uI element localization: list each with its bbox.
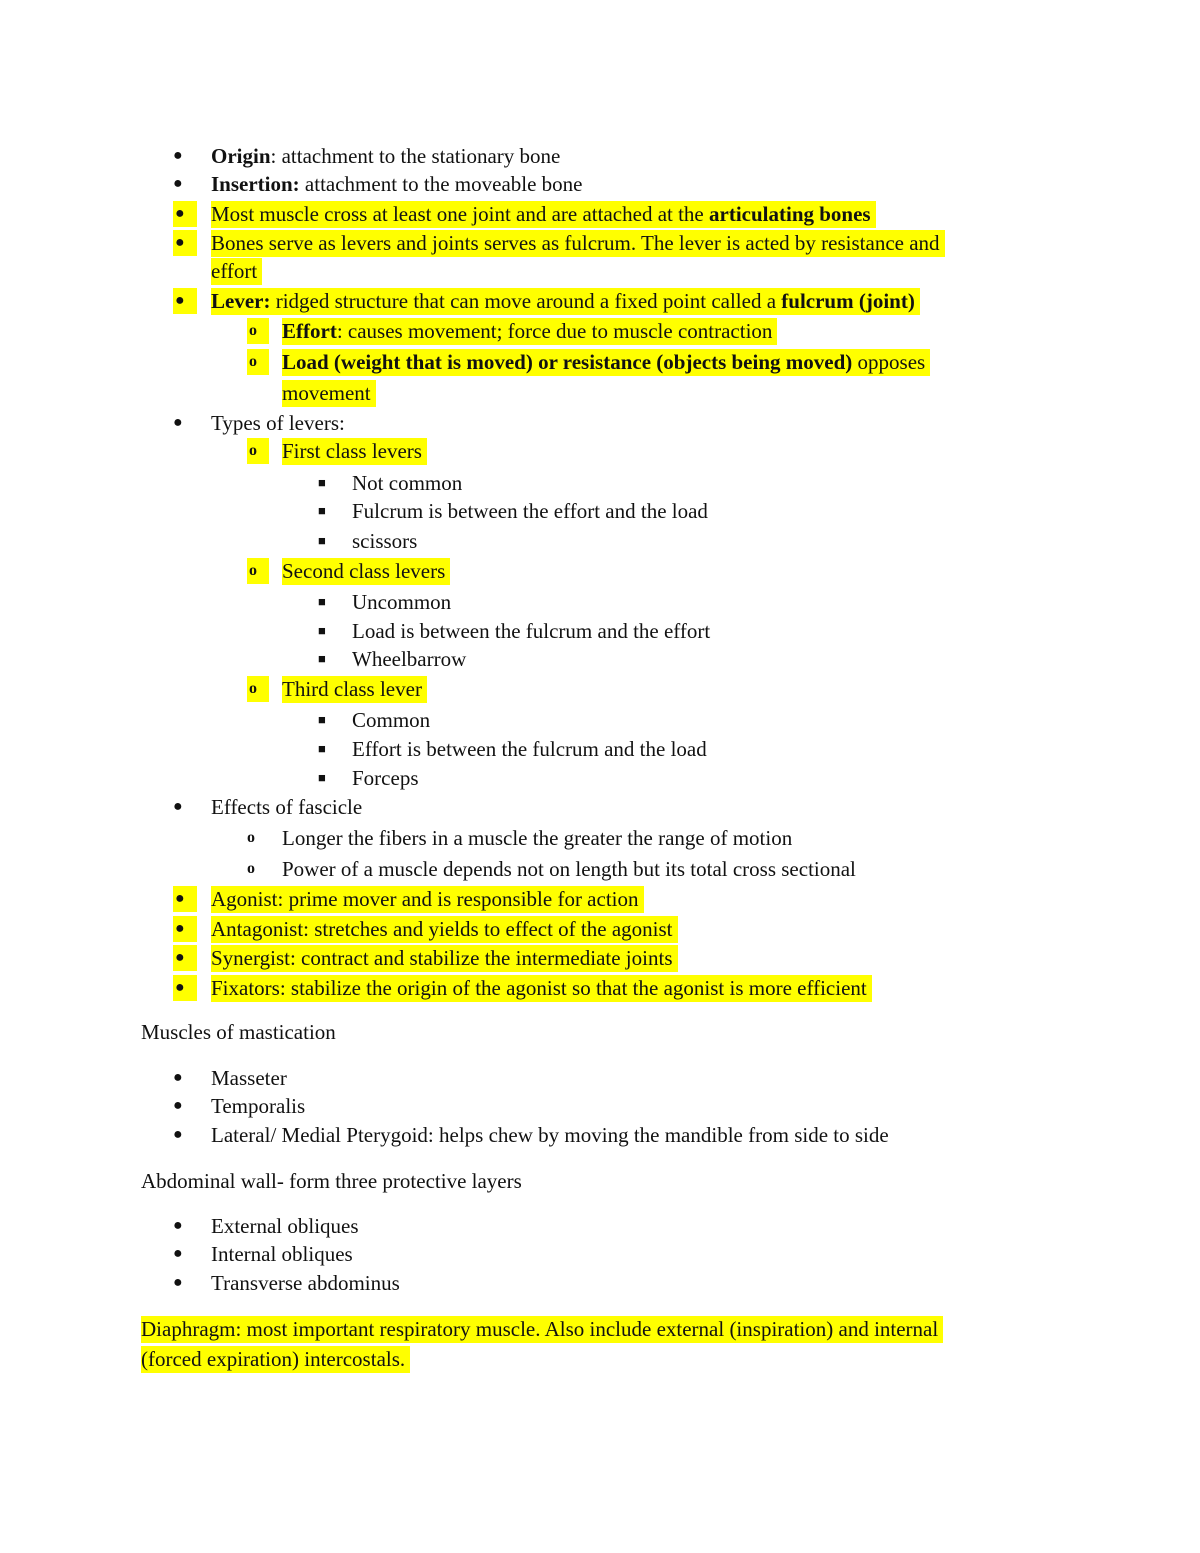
bullet-disc: ● — [173, 1069, 183, 1086]
second-class-label: Second class levers — [282, 558, 450, 585]
term-insertion: Insertion: — [211, 172, 300, 196]
bullet-disc: ● — [173, 1097, 183, 1114]
bullet-disc: ● — [173, 1126, 183, 1143]
term-load: Load (weight that is moved) or resistance (objects being moved) — [282, 350, 853, 374]
effort-definition: : causes movement; force due to muscle contraction — [336, 319, 773, 343]
bullet-square: ■ — [318, 503, 326, 518]
types-heading: Types of levers: — [211, 411, 345, 435]
first-class-label: First class levers — [282, 438, 427, 465]
bullet-circle: o — [247, 860, 255, 877]
diaphragm-line-1: Diaphragm: most important respiratory muscle. Also include external (inspiration) and internal — [141, 1316, 943, 1342]
bullet-disc: ● — [173, 288, 197, 314]
insertion-definition: attachment to the moveable bone — [299, 172, 583, 196]
bullet-circle: o — [247, 676, 269, 702]
bullet-disc: ● — [173, 147, 183, 164]
term-effort: Effort — [282, 319, 337, 343]
bullet-square: ■ — [318, 712, 326, 727]
bullet-circle: o — [247, 318, 269, 344]
bones-text-line-1: Bones serve as levers and joints serves as fulcrum. The lever is acted by resistance and — [211, 230, 945, 257]
bullet-square: ■ — [318, 623, 326, 638]
bullet-square: ■ — [318, 770, 326, 785]
mastication-heading: Muscles of mastication — [141, 1020, 336, 1044]
bullet-disc: ● — [173, 1217, 183, 1234]
term-fulcrum: fulcrum (joint) — [781, 289, 915, 313]
load-definition: opposes — [852, 350, 926, 374]
bullet-square: ■ — [318, 651, 326, 666]
bullet-disc: ● — [173, 414, 183, 431]
term-articulating-bones: articulating bones — [709, 202, 871, 226]
bones-text-line-2: effort — [211, 258, 262, 285]
bullet-disc: ● — [173, 1245, 183, 1262]
bullet-circle: o — [247, 558, 269, 584]
bullet-disc: ● — [173, 975, 197, 1001]
bullet-square: ■ — [318, 594, 326, 609]
bullet-disc: ● — [173, 886, 197, 912]
bullet-disc: ● — [173, 201, 197, 227]
origin-definition: : attachment to the stationary bone — [270, 144, 561, 168]
lever-definition: ridged structure that can move around a fixed point called a — [270, 289, 782, 313]
bullet-disc: ● — [173, 916, 197, 942]
diaphragm-line-2: (forced expiration) intercostals. — [141, 1346, 410, 1372]
bullet-disc: ● — [173, 1274, 183, 1291]
term-lever: Lever: — [211, 289, 271, 313]
bullet-disc: ● — [173, 945, 197, 971]
bullet-square: ■ — [318, 533, 326, 548]
abdominal-heading: Abdominal wall- form three protective layers — [141, 1169, 522, 1193]
most-muscle-text: Most muscle cross at least one joint and are attached at the — [211, 202, 710, 226]
bullet-circle: o — [247, 349, 269, 375]
bullet-disc: ● — [173, 230, 197, 256]
third-class-label: Third class lever — [282, 676, 427, 703]
fascicle-heading: Effects of fascicle — [211, 795, 363, 819]
document-page: ● Origin: attachment to the stationary bone ● Insertion: attachment to the moveable bone ● Most muscle cross at least one joint and are attached at the articulating bones ● Bones serve as levers and joints serves as fulcrum. The lever is acted by resistance and effort ● Lever: ridged structure that can move around a fixed point called a fulcrum (joint) o Effort: causes movement; force due to muscle contraction o Load (weight that is moved) or resistance (objects being moved) opposes movement ● Types of levers: o First class levers ■ Not common ■ Fulcrum is between the effort and the load ■ scissors o Second class levers ■ Uncommon ■ Load is between the fulcrum and the effort ■ Wheelbarrow o Third class lever ■ Common ■ Effort is between the fulcrum and the load ■ Forceps ● Effects of fascicle o Longer the fibers in a muscle the greater the range of motion o Power of a muscle depends not on length but its total cross sectional ● Agonist: prime mover and is responsible for action ● Antagonist: stretches and yields to effect of the agonist ● Synergist: contract and stabilize the intermediate joints ● Fixators: stabilize the origin of the agonist so that the agonist is more efficient Muscles of mastication ● Masseter ● Temporalis ● Lateral/ Medial Pterygoid: helps chew by moving the mandible from side to side Abdominal wall- form three protective layers ● External obliques ● Internal obliques ● Transverse abdominus Diaphragm: most important respiratory muscle. Also include external (inspiration) and internal (forced expiration) intercostals. — [0, 0, 1200, 1553]
bullet-circle: o — [247, 438, 269, 464]
bullet-circle: o — [247, 829, 255, 846]
bullet-disc: ● — [173, 798, 183, 815]
bullet-square: ■ — [318, 475, 326, 490]
load-definition-line-2: movement — [282, 380, 376, 407]
bullet-disc: ● — [173, 175, 183, 192]
bullet-square: ■ — [318, 741, 326, 756]
term-origin: Origin — [211, 144, 271, 168]
